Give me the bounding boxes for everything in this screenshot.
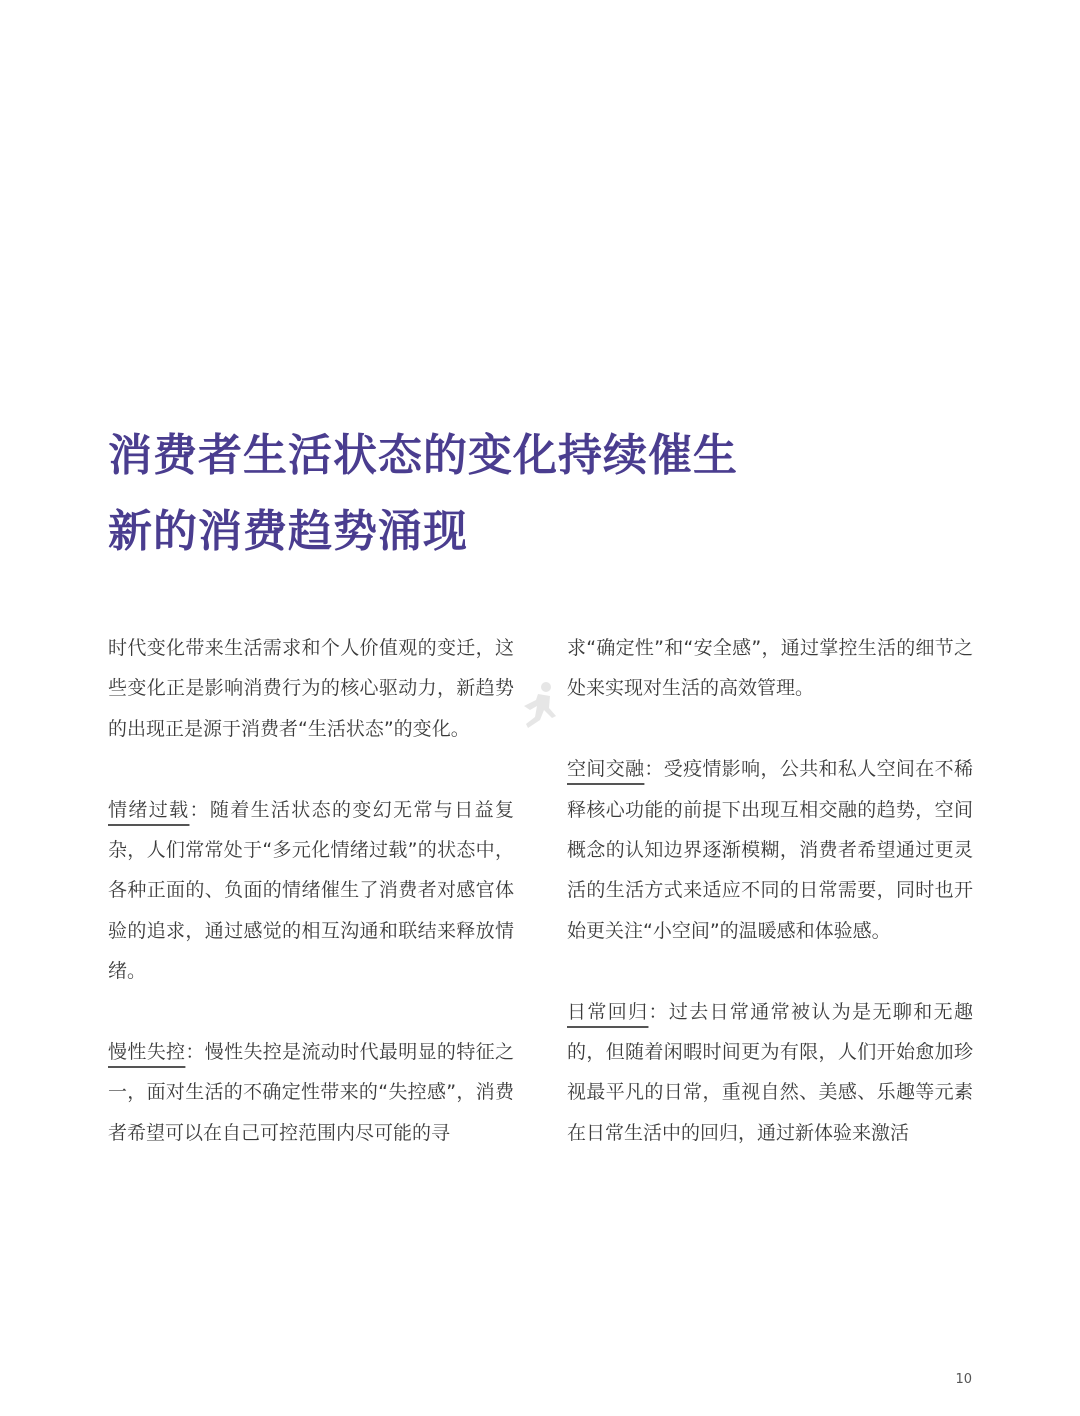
title-line-1: 消费者生活状态的变化持续催生 [108, 430, 738, 481]
trend-paragraph-space-fusion [567, 749, 973, 951]
left-column [108, 628, 514, 1194]
runner-silhouette-icon [516, 680, 564, 732]
trend-paragraph-emotion-overload [108, 790, 514, 992]
trend-paragraph-daily-return [567, 992, 973, 1154]
trend-term: 日常回归 [567, 1000, 649, 1023]
trend-term: 空间交融 [567, 758, 645, 781]
trend-text: ：受疫情影响，公共和私人空间在不稀释核心功能的前提下出现互相交融的趋势，空间概念的认知边界逐渐模糊，消费者希望通过更灵活的生活方式来适应不同的日常需要，同时也开始更关注“小空间”的温暖感和体验感。 [567, 758, 973, 942]
page-title [108, 418, 968, 570]
trend-text: ：随着生活状态的变幻无常与日益复杂，人们常常处于“多元化情绪过载”的状态中，各种正面的、负面的情绪催生了消费者对感官体验的追求，通过感觉的相互沟通和联结来释放情绪。 [108, 798, 514, 983]
trend-text: ：慢性失控是流动时代最明显的特征之一，面对生活的不确定性带来的“失控感”，消费者希望可以在自己可控范围内尽可能的寻 [108, 1041, 514, 1144]
trend-term: 慢性失控 [108, 1041, 186, 1064]
page-number: 10 [955, 1372, 972, 1387]
trend-text: ：过去日常通常被认为是无聊和无趣的，但随着闲暇时间更为有限，人们开始愈加珍视最平凡的日常，重视自然、美感、乐趣等元素在日常生活中的回归，通过新体验来激活 [567, 1000, 973, 1144]
trend-term: 情绪过载 [108, 798, 190, 821]
trend-paragraph-continuation: 求“确定性”和“安全感”，通过掌控生活的细节之处来实现对生活的高效管理。 [567, 637, 973, 700]
right-column [567, 628, 973, 1194]
intro-paragraph: 时代变化带来生活需求和个人价值观的变迁，这些变化正是影响消费行为的核心驱动力，新趋势的出现正是源于消费者“生活状态”的变化。 [108, 637, 514, 740]
trend-paragraph-chronic-loss-of-control [108, 1032, 514, 1153]
title-line-2: 新的消费趋势涌现 [108, 506, 468, 557]
